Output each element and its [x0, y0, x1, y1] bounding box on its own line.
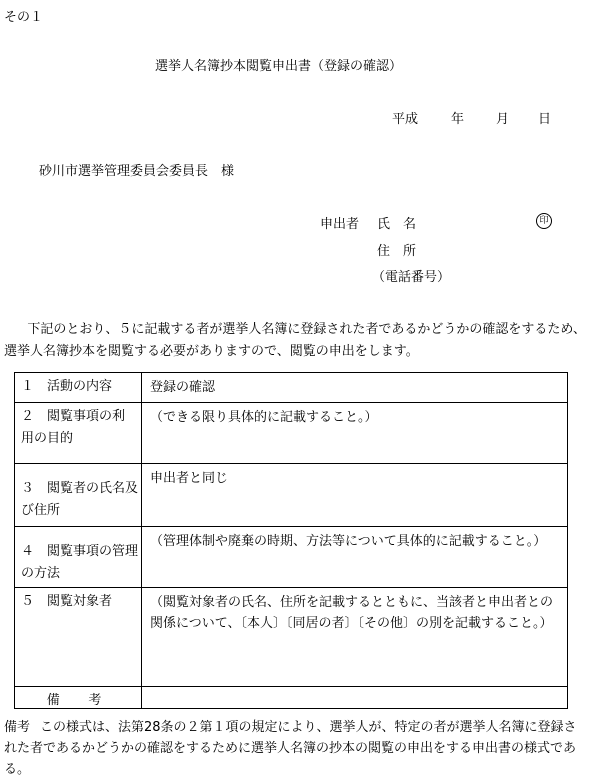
request-form-table: [14, 372, 568, 709]
table-row: [15, 373, 568, 403]
date-era: 平成: [392, 112, 419, 127]
remarks-content: [142, 687, 567, 695]
viewer-content: 申出者と同じ: [150, 471, 229, 486]
row-content[interactable]: [142, 687, 568, 709]
phone-label: （電話番号）: [372, 270, 451, 285]
seal-mark: 印: [536, 213, 552, 229]
target-content: （閲覧対象者の氏名、住所を記載するとともに、当該者と申出者との関係について、〔本人〕〔同居の者〕〔その他〕の別を記載すること。）: [150, 595, 554, 631]
row-label: [15, 403, 142, 464]
purpose-label: ２ 閲覧事項の利用の目的: [21, 409, 126, 446]
row-label: [15, 687, 142, 709]
row-content[interactable]: [142, 464, 568, 527]
addressee: 砂川市選挙管理委員会委員長 様: [39, 164, 235, 179]
viewer-label: ３ 閲覧者の氏名及び住所: [21, 481, 139, 518]
row-content[interactable]: [142, 588, 568, 687]
table-row: [15, 588, 568, 687]
activity-content: 登録の確認: [150, 380, 216, 395]
management-content: （管理体制や廃棄の時期、方法等について具体的に記載すること。）: [150, 534, 547, 549]
address-label: 住 所: [377, 244, 417, 259]
date-day: 日: [538, 112, 552, 127]
table-row: [15, 464, 568, 527]
row-content[interactable]: [142, 373, 568, 403]
table-row: [15, 527, 568, 588]
date-year: 年: [451, 112, 465, 127]
footnote-label: 備考: [4, 720, 31, 735]
intro-paragraph: 下記のとおり、５に記載する者が選挙人名簿に登録された者であるかどうかの確認をするため、選挙人名簿抄本を閲覧する必要がありますので、閲覧の申出をします。: [4, 322, 586, 359]
name-label: 氏 名: [377, 217, 417, 232]
document-title: 選挙人名簿抄本閲覧申出書（登録の確認）: [155, 59, 403, 74]
applicant-label: 申出者: [320, 217, 360, 232]
row-label: [15, 373, 142, 403]
target-label: ５ 閲覧対象者: [21, 594, 113, 609]
form-number: その１: [4, 10, 44, 25]
activity-label: １ 活動の内容: [21, 379, 113, 394]
row-content[interactable]: [142, 527, 568, 588]
row-content[interactable]: [142, 403, 568, 464]
date-month: 月: [496, 112, 510, 127]
management-label: ４ 閲覧事項の管理の方法: [21, 544, 139, 581]
row-label: [15, 464, 142, 527]
remarks-label: 備 考: [46, 693, 110, 708]
row-label: [15, 527, 142, 588]
purpose-content: （できる限り具体的に記載すること。）: [150, 410, 378, 425]
footnote-text: この様式は、法第28条の２第１項の規定により、選挙人が、特定の者が選挙人名簿に登録された者であるかどうかの確認をするために選挙人名簿の抄本の閲覧の申出をする申出書の様式である。: [4, 720, 577, 777]
row-label: [15, 588, 142, 687]
table-row: [15, 687, 568, 709]
footnote: [4, 717, 589, 780]
table-row: [15, 403, 568, 464]
